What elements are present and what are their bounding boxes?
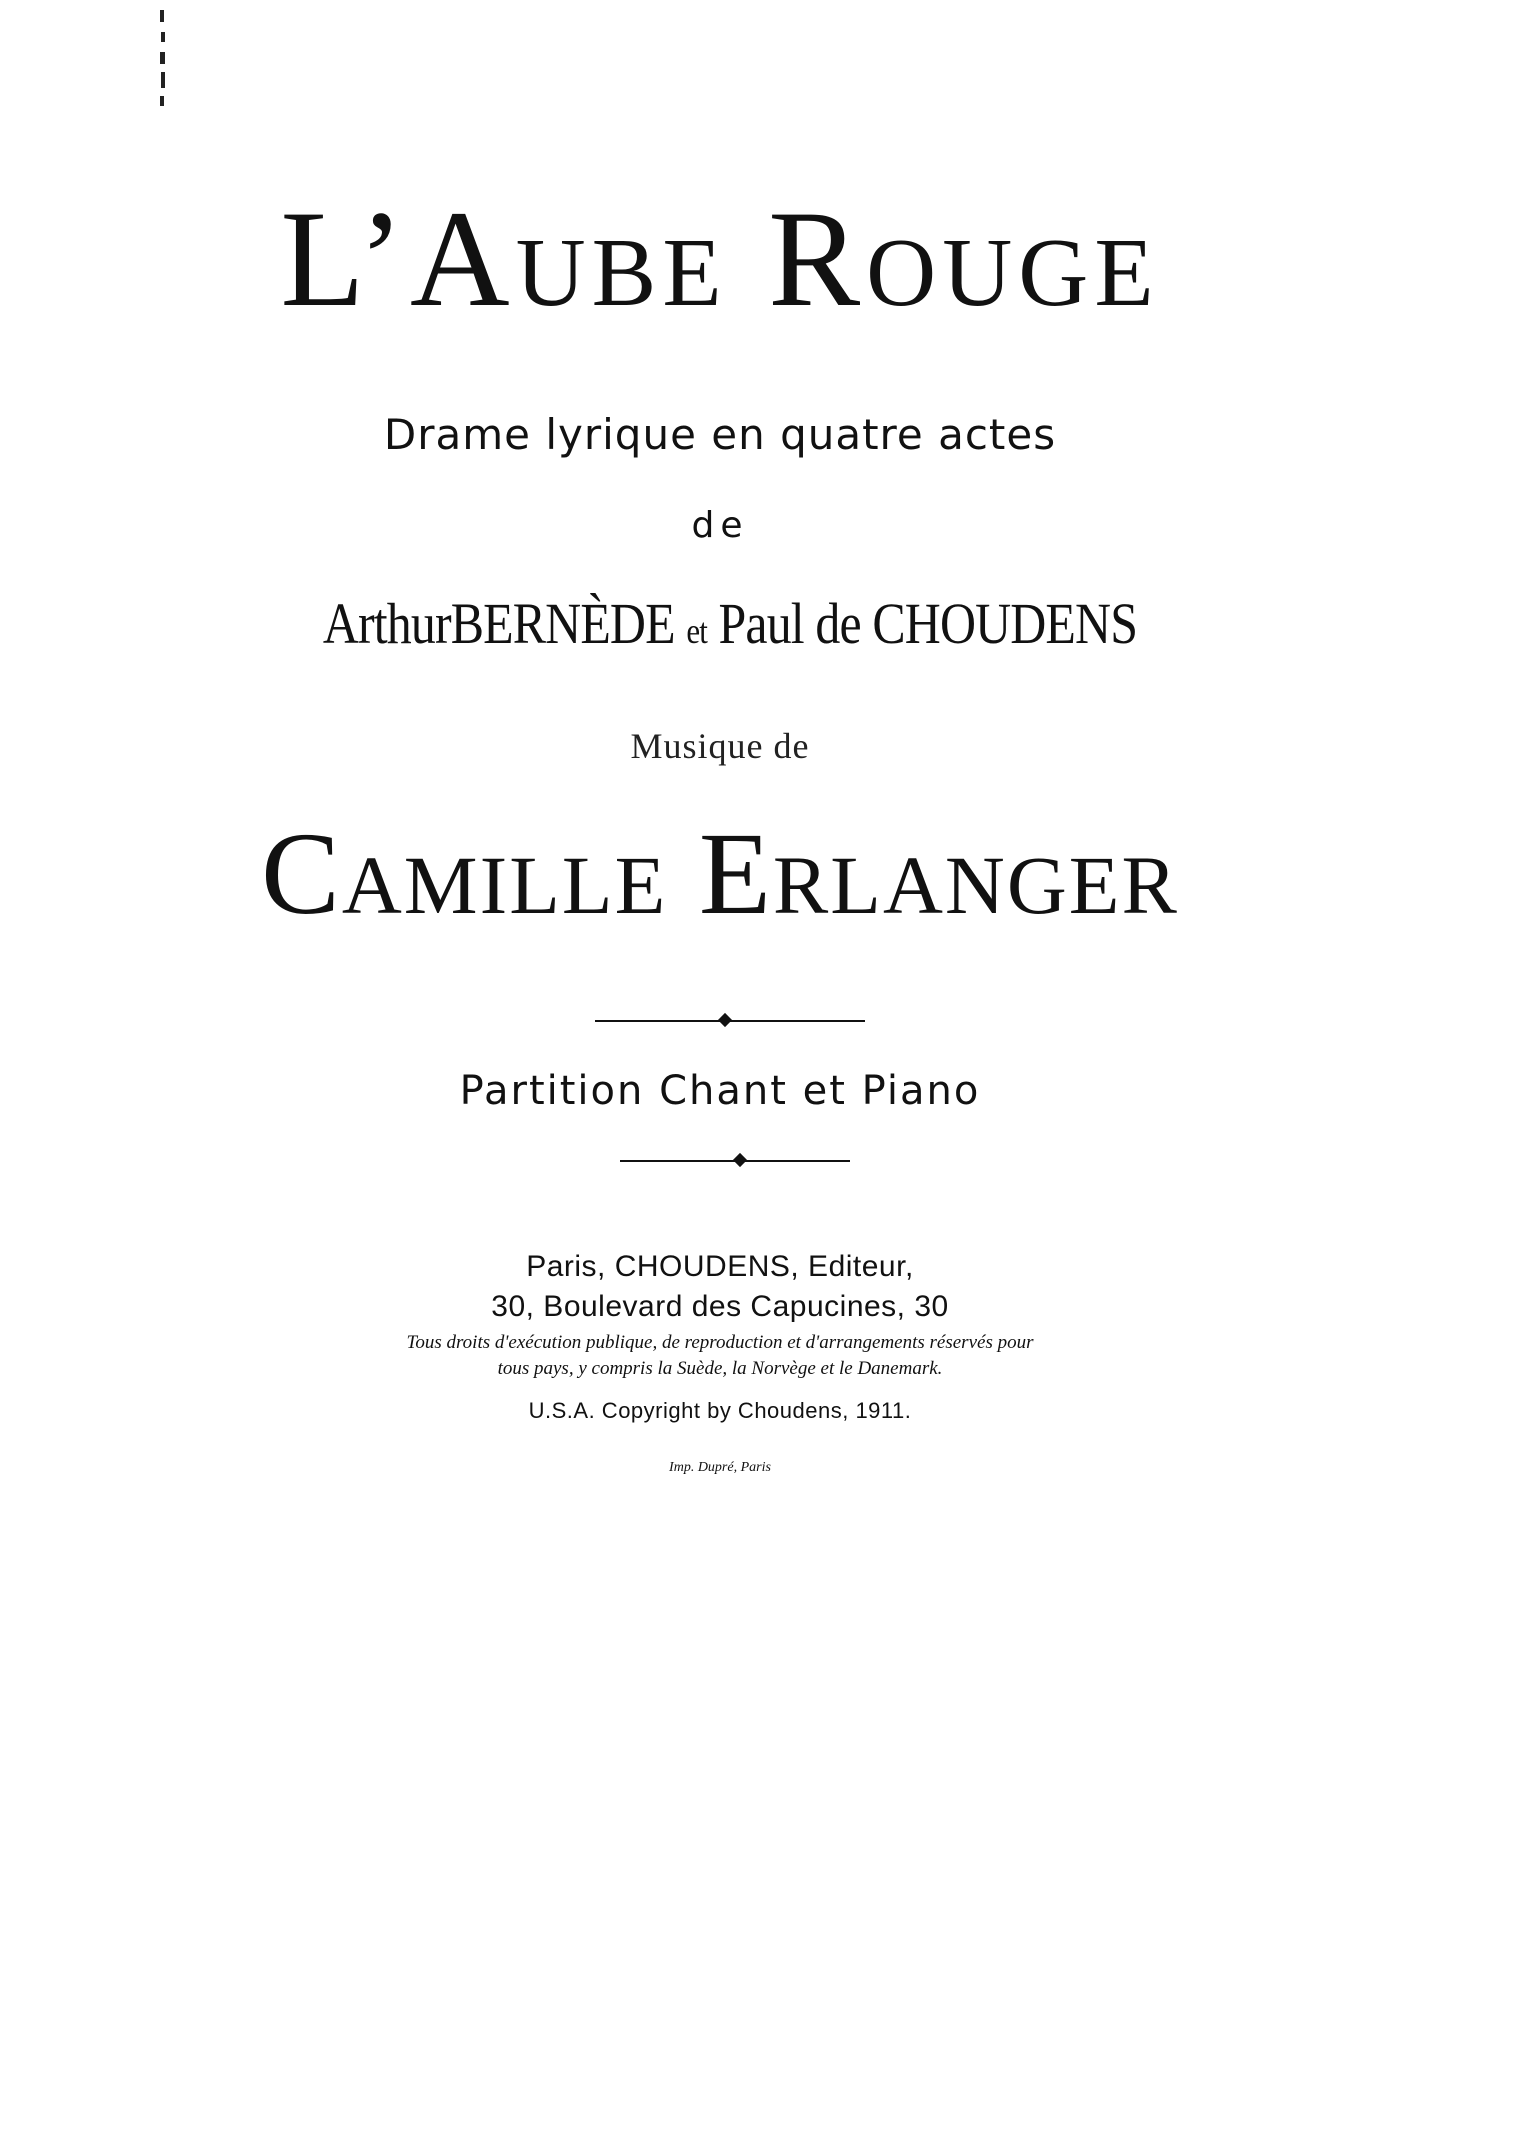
rule-ornament-bottom <box>733 1153 747 1167</box>
author-2-surname: CHOUDENS <box>872 591 1138 656</box>
rule-ornament-top <box>718 1013 732 1027</box>
margin-specks <box>160 10 168 110</box>
author-2-given: Paul de <box>718 591 861 656</box>
copyright-notice: U.S.A. Copyright by Choudens, 1911. <box>528 1398 912 1423</box>
author-1-given: Arthur <box>322 591 451 656</box>
subtitle: Drame lyrique en quatre actes <box>383 410 1057 459</box>
librettists <box>102 590 1358 657</box>
publisher-address: 30, Boulevard des Capucines, 30 <box>491 1290 949 1323</box>
rights-notice-line-1: Tous droits d'exécution publique, de reproduction et d'arrangements réservés pour <box>406 1332 1034 1353</box>
author-1-surname: BERNÈDE <box>450 591 675 656</box>
edition-type: Partition Chant et Piano <box>459 1068 981 1114</box>
by-label: de <box>691 505 749 546</box>
music-by-label: Musique de <box>630 726 810 766</box>
work-title: L’Aube Rouge <box>280 182 1160 335</box>
rights-notice-line-2: tous pays, y compris la Suède, la Norvège et le Danemark. <box>497 1358 943 1379</box>
printer-credit: Imp. Dupré, Paris <box>669 1460 771 1475</box>
composer-name: Camille Erlanger <box>261 808 1179 939</box>
authors-conjunction: et <box>686 611 707 651</box>
publisher-name: Paris, CHOUDENS, Editeur, <box>526 1250 914 1283</box>
